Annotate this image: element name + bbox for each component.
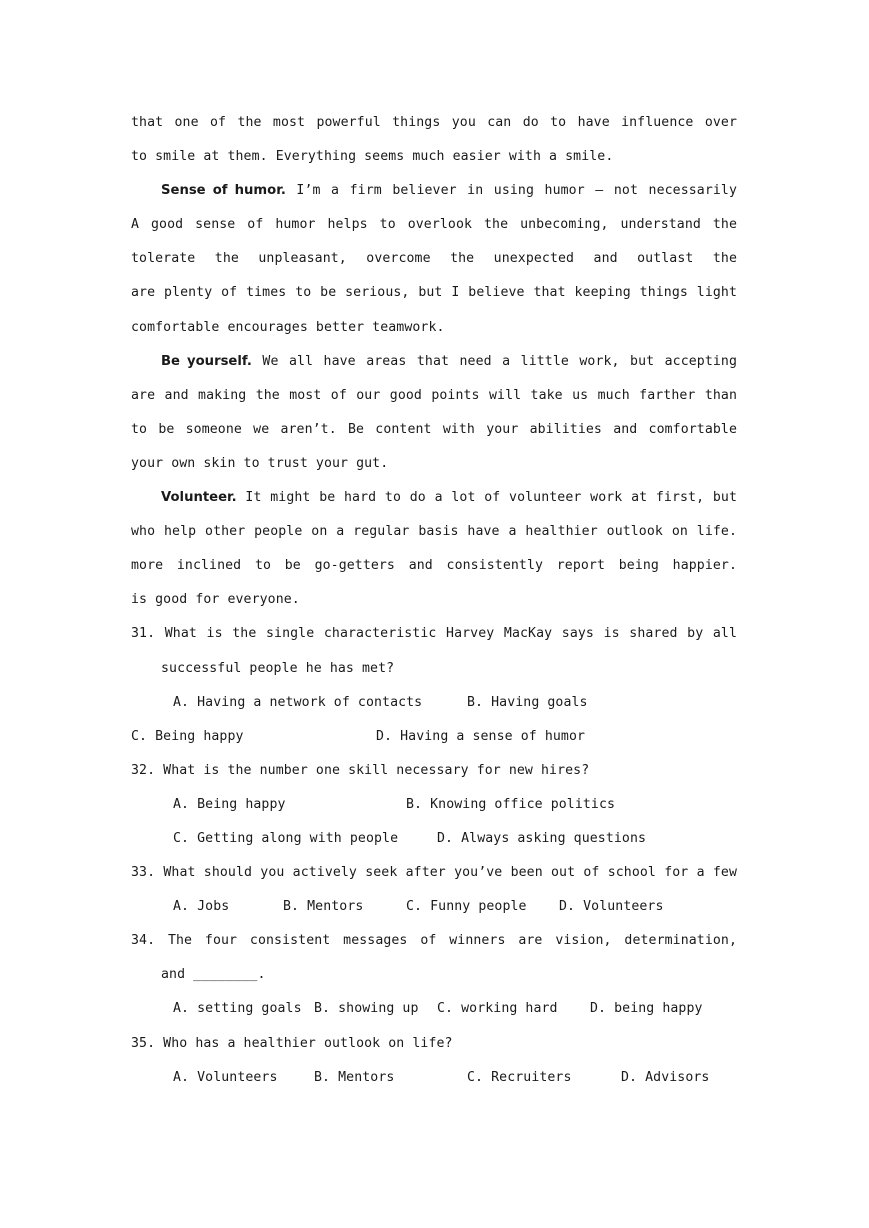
paragraph-line: more inclined to be go-getters and consistently report being happier. <box>131 558 737 574</box>
options-row <box>131 788 737 822</box>
question-stem: successful people he has met? <box>161 660 395 676</box>
paragraph-line: are plenty of times to be serious, but I believe that keeping things light <box>131 285 737 301</box>
option-a: A. Having a network of contacts <box>173 694 423 710</box>
option-d: D. Always asking questions <box>437 830 647 846</box>
paragraph-text: We all have areas that need a little work, but accepting <box>262 353 737 369</box>
paragraph-line: comfortable encourages better teamwork. <box>131 319 445 335</box>
section-heading: Volunteer. <box>161 490 237 506</box>
option-b: B. showing up <box>314 1001 419 1017</box>
paragraph-line: A good sense of humor helps to overlook the unbecoming, understand the <box>131 217 737 233</box>
option-a: A. setting goals <box>173 1001 302 1017</box>
option-c: C. Being happy <box>131 728 244 744</box>
option-d: D. Having a sense of humor <box>376 728 586 744</box>
option-a: A. Jobs <box>173 899 230 915</box>
section-heading: Be yourself. <box>161 353 252 369</box>
option-d: D. being happy <box>590 1001 703 1017</box>
option-c: C. Getting along with people <box>173 830 399 846</box>
paragraph-line: your own skin to trust your gut. <box>131 455 389 471</box>
question-stem: 31. What is the single characteristic Harvey MacKay says is shared by all <box>131 626 737 642</box>
option-b: B. Mentors <box>314 1069 395 1085</box>
option-d: D. Advisors <box>621 1069 710 1085</box>
options-row <box>131 720 737 754</box>
paragraph-line: to be someone we aren’t. Be content with your abilities and comfortable <box>131 421 737 437</box>
question-stem: and ________. <box>161 967 266 983</box>
options-row <box>131 1061 737 1095</box>
paragraph-line: is good for everyone. <box>131 592 300 608</box>
option-c: C. working hard <box>437 1001 558 1017</box>
paragraph-text: I’m a firm believer in using humor – not necessarily <box>296 183 737 199</box>
option-b: B. Knowing office politics <box>406 796 616 812</box>
option-b: B. Mentors <box>283 899 364 915</box>
paragraph-first-line <box>131 345 737 379</box>
options-row <box>131 890 737 924</box>
option-a: A. Being happy <box>173 796 286 812</box>
paragraph-line: that one of the most powerful things you can do to have influence over <box>131 115 737 130</box>
paragraph-line: are and making the most of our good points will take us much farther than <box>131 387 737 403</box>
question-stem: 34. The four consistent messages of winners are vision, determination, <box>131 933 737 949</box>
document-page <box>131 106 737 1095</box>
paragraph-line: to smile at them. Everything seems much easier with a smile. <box>131 149 614 165</box>
option-d: D. Volunteers <box>559 899 664 915</box>
option-a: A. Volunteers <box>173 1069 278 1085</box>
option-c: C. Funny people <box>406 899 527 915</box>
section-heading: Sense of humor. <box>161 183 286 199</box>
question-stem: 35. Who has a healthier outlook on life? <box>131 1035 453 1051</box>
question-stem: 33. What should you actively seek after you’ve been out of school for a few <box>131 865 737 881</box>
options-row <box>131 686 737 720</box>
paragraph-first-line <box>131 481 737 515</box>
paragraph-line: who help other people on a regular basis have a healthier outlook on life. <box>131 524 737 540</box>
question-stem: 32. What is the number one skill necessary for new hires? <box>131 762 590 778</box>
options-row <box>131 992 737 1026</box>
paragraph-first-line <box>131 174 737 208</box>
paragraph-text: It might be hard to do a lot of volunteer work at first, but <box>245 490 737 506</box>
options-row <box>131 822 737 856</box>
option-c: C. Recruiters <box>467 1069 572 1085</box>
option-b: B. Having goals <box>467 694 588 710</box>
paragraph-line: tolerate the unpleasant, overcome the unexpected and outlast the <box>131 251 737 267</box>
